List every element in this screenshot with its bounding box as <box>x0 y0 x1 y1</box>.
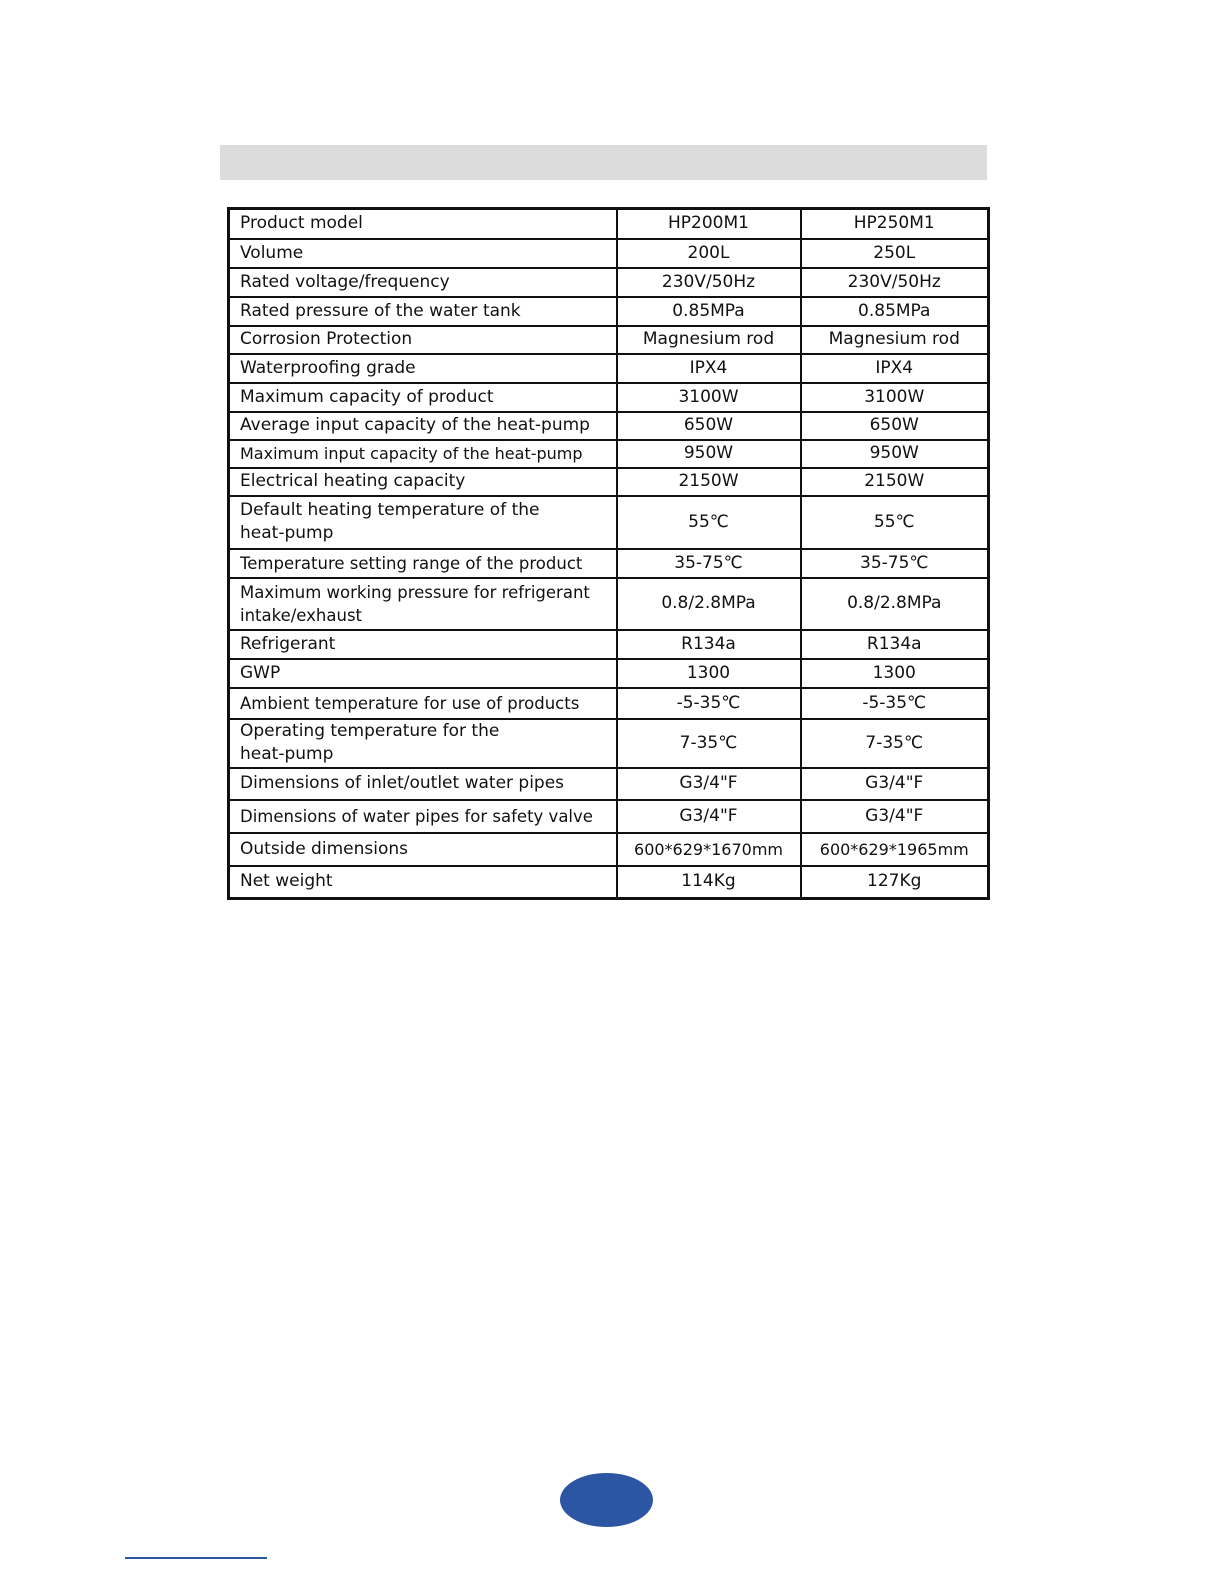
table-row <box>229 268 989 297</box>
table-row <box>229 578 989 630</box>
spec-label: Product model <box>229 209 617 239</box>
spec-value-hp200: HP200M1 <box>617 209 801 239</box>
spec-value-hp200: 200L <box>617 239 801 268</box>
spec-value-hp250: 650W <box>801 412 989 440</box>
spec-value-hp200: 35-75℃ <box>617 549 801 578</box>
spec-value-hp200: 0.85MPa <box>617 297 801 326</box>
spec-value-hp250: R134a <box>801 630 989 659</box>
table-row <box>229 549 989 578</box>
table-row <box>229 297 989 326</box>
spec-value-hp250: 250L <box>801 239 989 268</box>
spec-value-hp200: 7-35℃ <box>617 719 801 768</box>
spec-label: Outside dimensions <box>229 833 617 866</box>
spec-value-hp250: 230V/50Hz <box>801 268 989 297</box>
spec-value-hp200: -5-35℃ <box>617 688 801 719</box>
spec-value-hp250: G3/4"F <box>801 800 989 833</box>
spec-value-hp250: -5-35℃ <box>801 688 989 719</box>
spec-value-hp250: IPX4 <box>801 354 989 383</box>
spec-value-hp200: IPX4 <box>617 354 801 383</box>
spec-value-hp200: 0.8/2.8MPa <box>617 578 801 630</box>
spec-label: Rated pressure of the water tank <box>229 297 617 326</box>
spec-value-hp250: Magnesium rod <box>801 326 989 354</box>
table-row <box>229 468 989 496</box>
table-row <box>229 659 989 688</box>
spec-value-hp200: 2150W <box>617 468 801 496</box>
spec-value-hp250: 55℃ <box>801 496 989 549</box>
spec-label: Waterproofing grade <box>229 354 617 383</box>
spec-label: Maximum input capacity of the heat-pump <box>229 440 617 468</box>
spec-value-hp250: HP250M1 <box>801 209 989 239</box>
spec-value-hp200: 230V/50Hz <box>617 268 801 297</box>
table-row <box>229 866 989 899</box>
table-row <box>229 383 989 412</box>
spec-label: Volume <box>229 239 617 268</box>
spec-value-hp200: 1300 <box>617 659 801 688</box>
table-row <box>229 326 989 354</box>
spec-table <box>227 207 990 900</box>
spec-value-hp200: 950W <box>617 440 801 468</box>
spec-value-hp250: 2150W <box>801 468 989 496</box>
spec-value-hp250: 0.85MPa <box>801 297 989 326</box>
table-row <box>229 209 989 239</box>
spec-value-hp200: Magnesium rod <box>617 326 801 354</box>
spec-label: Electrical heating capacity <box>229 468 617 496</box>
spec-value-hp250: 35-75℃ <box>801 549 989 578</box>
spec-value-hp250: 0.8/2.8MPa <box>801 578 989 630</box>
spec-label: Temperature setting range of the product <box>229 549 617 578</box>
table-row <box>229 440 989 468</box>
spec-label: Operating temperature for the heat-pump <box>229 719 617 768</box>
spec-value-hp200: G3/4"F <box>617 768 801 800</box>
spec-label: Rated voltage/frequency <box>229 268 617 297</box>
table-row <box>229 833 989 866</box>
spec-value-hp200: 650W <box>617 412 801 440</box>
spec-value-hp250: 1300 <box>801 659 989 688</box>
spec-value-hp250: 950W <box>801 440 989 468</box>
spec-label: Average input capacity of the heat-pump <box>229 412 617 440</box>
spec-value-hp250: G3/4"F <box>801 768 989 800</box>
spec-value-hp200: 3100W <box>617 383 801 412</box>
spec-value-hp200: 114Kg <box>617 866 801 899</box>
spec-value-hp250: 3100W <box>801 383 989 412</box>
table-row <box>229 688 989 719</box>
spec-label: GWP <box>229 659 617 688</box>
spec-label: Corrosion Protection <box>229 326 617 354</box>
table-row <box>229 719 989 768</box>
table-row <box>229 239 989 268</box>
spec-label: Dimensions of inlet/outlet water pipes <box>229 768 617 800</box>
spec-label: Default heating temperature of the heat-pump <box>229 496 617 549</box>
table-row <box>229 496 989 549</box>
spec-label: Refrigerant <box>229 630 617 659</box>
spec-label: Maximum capacity of product <box>229 383 617 412</box>
spec-label: Maximum working pressure for refrigerant intake/exhaust <box>229 578 617 630</box>
spec-value-hp250: 127Kg <box>801 866 989 899</box>
spec-value-hp200: 55℃ <box>617 496 801 549</box>
table-row <box>229 768 989 800</box>
spec-value-hp200: G3/4"F <box>617 800 801 833</box>
spec-label: Net weight <box>229 866 617 899</box>
section-header-band <box>220 145 987 180</box>
spec-label: Ambient temperature for use of products <box>229 688 617 719</box>
table-row <box>229 354 989 383</box>
table-row <box>229 412 989 440</box>
table-row <box>229 630 989 659</box>
table-row <box>229 800 989 833</box>
spec-value-hp250: 7-35℃ <box>801 719 989 768</box>
spec-value-hp200: 600*629*1670mm <box>617 833 801 866</box>
spec-value-hp200: R134a <box>617 630 801 659</box>
page-number-badge <box>560 1473 653 1527</box>
spec-value-hp250: 600*629*1965mm <box>801 833 989 866</box>
spec-label: Dimensions of water pipes for safety valve <box>229 800 617 833</box>
footer-rule <box>125 1557 267 1559</box>
